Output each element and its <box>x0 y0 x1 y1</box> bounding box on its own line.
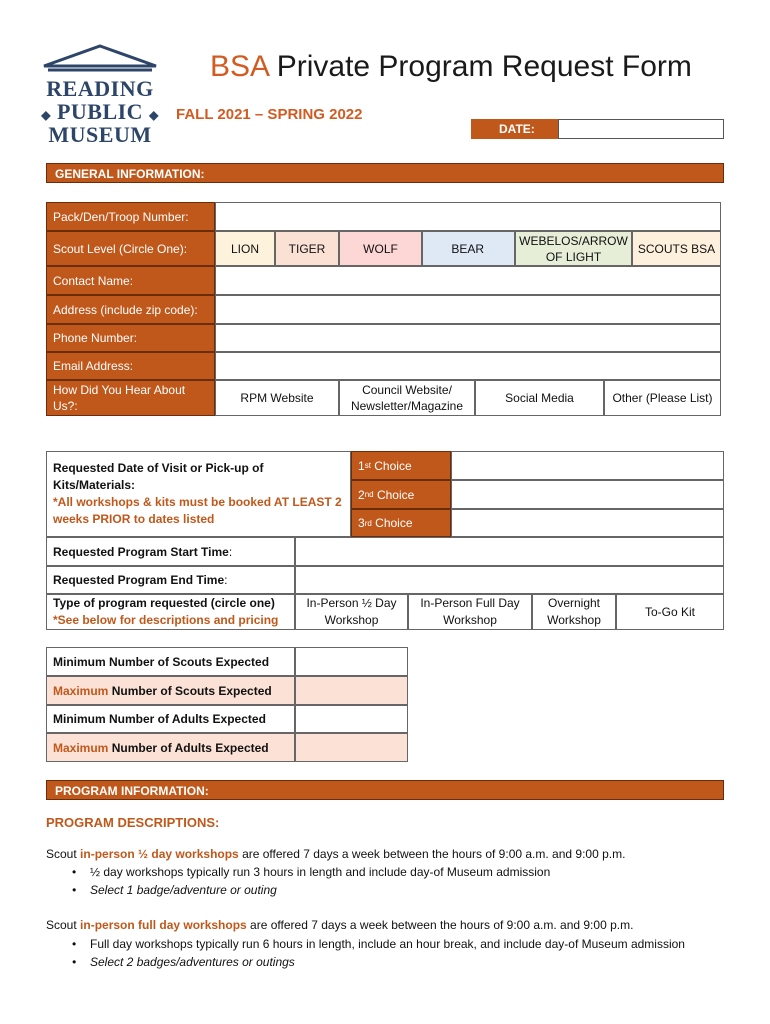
min-scouts-label: Minimum Number of Scouts Expected <box>46 647 295 676</box>
how-heard-label: How Did You Hear About Us?: <box>46 380 215 416</box>
scout-level-scouts-bsa[interactable]: SCOUTS BSA <box>632 231 721 266</box>
scout-level-lion[interactable]: LION <box>215 231 275 266</box>
date-field[interactable] <box>558 119 724 139</box>
half-day-bullets <box>72 863 550 899</box>
scout-level-bear[interactable]: BEAR <box>422 231 515 266</box>
first-choice-label: 1 st Choice <box>351 451 451 480</box>
booking-note: *All workshops & kits must be booked AT LEAST 2 weeks PRIOR to dates listed <box>53 495 342 526</box>
address-label: Address (include zip code): <box>46 295 215 324</box>
date-label: DATE: <box>471 119 558 139</box>
phone-number-field[interactable] <box>215 324 721 352</box>
phone-number-label: Phone Number: <box>46 324 215 352</box>
address-field[interactable] <box>215 295 721 324</box>
type-half-day-workshop[interactable]: In-Person ½ Day Workshop <box>295 594 408 630</box>
scout-level-wolf[interactable]: WOLF <box>339 231 422 266</box>
requested-date-label-cell <box>46 451 351 537</box>
scout-level-label: Scout Level (Circle One): <box>46 231 215 266</box>
max-adults-label: Maximum Number of Adults Expected <box>46 733 295 762</box>
start-time-label: Requested Program Start Time : <box>46 537 295 566</box>
half-day-description: Scout in-person ½ day workshops are offered 7 days a week between the hours of 9:00 a.m. and 9:00 p.m. <box>46 847 626 861</box>
program-descriptions-title: PROGRAM DESCRIPTIONS: <box>46 815 220 830</box>
type-overnight-workshop[interactable]: Overnight Workshop <box>532 594 616 630</box>
logo-line-museum: MUSEUM <box>48 122 152 147</box>
program-type-label: Type of program requested (circle one) <box>53 596 275 610</box>
museum-logo <box>40 44 160 148</box>
end-time-label: Requested Program End Time : <box>46 566 295 594</box>
second-choice-field[interactable] <box>451 480 724 509</box>
troop-number-label: Pack/Den/Troop Number: <box>46 202 215 231</box>
second-choice-label: 2 nd Choice <box>351 480 451 509</box>
third-choice-field[interactable] <box>451 509 724 537</box>
max-scouts-field[interactable] <box>295 676 408 705</box>
email-address-field[interactable] <box>215 352 721 380</box>
troop-number-field[interactable] <box>215 202 721 231</box>
third-choice-label: 3 rd Choice <box>351 509 451 537</box>
min-scouts-field[interactable] <box>295 647 408 676</box>
scout-level-tiger[interactable]: TIGER <box>275 231 339 266</box>
how-heard-other[interactable]: Other (Please List) <box>604 380 721 416</box>
list-item: • Select 1 badge/adventure or outing <box>72 881 550 899</box>
museum-pediment-icon <box>40 44 160 74</box>
how-heard-council-website[interactable]: Council Website/ Newsletter/Magazine <box>339 380 475 416</box>
max-scouts-label: Maximum Number of Scouts Expected <box>46 676 295 705</box>
logo-line-reading: READING <box>46 76 154 101</box>
requested-date-label: Requested Date of Visit or Pick-up of Kits/Materials: <box>53 461 264 492</box>
type-full-day-workshop[interactable]: In-Person Full Day Workshop <box>408 594 532 630</box>
start-time-field[interactable] <box>295 537 724 566</box>
scout-level-webelos[interactable]: WEBELOS/ARROW OF LIGHT <box>515 231 632 266</box>
full-day-description: Scout in-person full day workshops are offered 7 days a week between the hours of 9:00 a.m. and 9:00 p.m. <box>46 918 634 932</box>
list-item: • Select 2 badges/adventures or outings <box>72 953 685 971</box>
how-heard-rpm-website[interactable]: RPM Website <box>215 380 339 416</box>
type-to-go-kit[interactable]: To-Go Kit <box>616 594 724 630</box>
email-address-label: Email Address: <box>46 352 215 380</box>
pricing-note: *See below for descriptions and pricing <box>53 613 279 627</box>
page-title: BSA Private Program Request Form <box>210 50 692 83</box>
end-time-field[interactable] <box>295 566 724 594</box>
min-adults-label: Minimum Number of Adults Expected <box>46 705 295 733</box>
full-day-bullets <box>72 935 685 971</box>
how-heard-social-media[interactable]: Social Media <box>475 380 604 416</box>
contact-name-field[interactable] <box>215 266 721 295</box>
program-type-label-cell <box>46 594 295 630</box>
program-information-header: PROGRAM INFORMATION: <box>46 780 724 800</box>
general-information-header: GENERAL INFORMATION: <box>46 163 724 183</box>
first-choice-field[interactable] <box>451 451 724 480</box>
contact-name-label: Contact Name: <box>46 266 215 295</box>
season-subtitle: FALL 2021 – SPRING 2022 <box>176 106 363 123</box>
list-item: • Full day workshops typically run 6 hours in length, include an hour break, and include day-of Museum admission <box>72 935 685 953</box>
list-item: • ½ day workshops typically run 3 hours in length and include day-of Museum admission <box>72 863 550 881</box>
max-adults-field[interactable] <box>295 733 408 762</box>
logo-line-public: ◆ PUBLIC ◆ <box>41 99 159 124</box>
min-adults-field[interactable] <box>295 705 408 733</box>
